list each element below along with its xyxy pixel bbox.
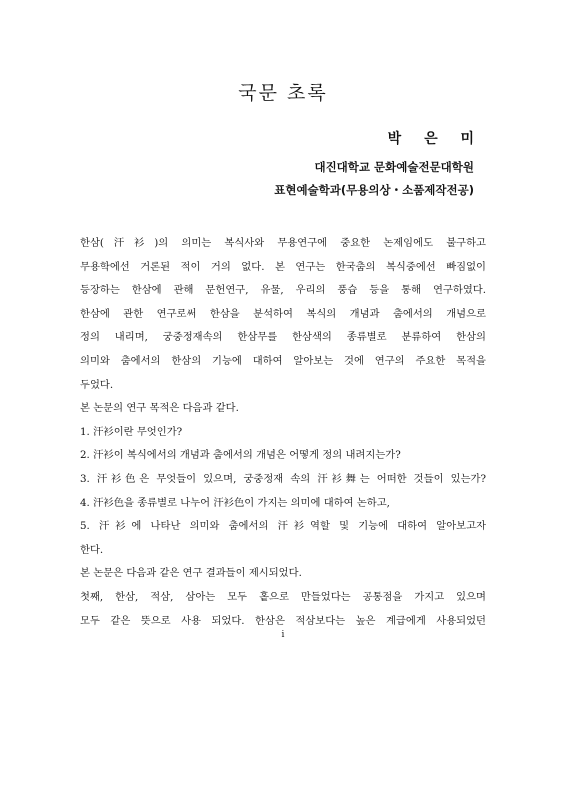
abstract-line: 한다. [80,543,104,556]
page-number: i [281,630,285,640]
abstract-line: 등장하는 한삼에 관해 문헌연구, 유물, 우리의 풍습 등을 통해 연구하였다. [80,284,486,297]
abstract-line: 한삼에 관한 연구로써 한삼을 분석하여 복식의 개념과 춤에서의 개념으로 [80,307,486,320]
abstract-line: 두었다. [80,378,114,391]
affiliation-university: 대진대학교 문화예술전문대학원 [314,160,474,174]
abstract-line: 1. 汗衫이란 무엇인가? [80,425,183,438]
abstract-line: 본 논문은 다음과 같은 연구 결과들이 제시되었다. [80,567,302,580]
affiliation-department: 표현예술학과(무용의상・소품제작전공) [274,183,474,197]
abstract-line: 5. 汗衫에 나타난 의미와 춤에서의 汗衫역할 및 기능에 대하여 알아보고자 [80,520,486,533]
abstract-body [80,232,486,633]
abstract-line: 3. 汗衫色은 무엇들이 있으며, 궁중정재 속의 汗衫舞는 어떠한 것들이 있는가? [80,472,486,485]
abstract-line: 본 논문의 연구 목적은 다음과 같다. [80,402,239,415]
author-block [274,128,483,202]
abstract-line: 정의 내리며, 궁중정재속의 한삼무를 한삼색의 종류별로 분류하여 한삼의 [80,331,486,344]
abstract-line: 의미와 춤에서의 한삼의 기능에 대하여 알아보는 것에 연구의 주요한 목적을 [80,354,486,367]
page-title: 국문 초록 [238,82,328,104]
abstract-line: 2. 汗衫이 복식에서의 개념과 춤에서의 개념은 어떻게 정의 내려지는가? [80,449,401,462]
author-name: 박 은 미 [387,131,483,147]
abstract-line: 4. 汗衫色을 종류별로 나누어 汗衫色이 가지는 의미에 대하여 논하고, [80,496,390,509]
abstract-line: 한삼(汗衫)의 의미는 복식사와 무용연구에 중요한 논제임에도 불구하고 [80,237,486,249]
abstract-line: 무용학에선 거론된 적이 거의 없다. 본 연구는 한국춤의 복식중에선 빠짐없이 [80,260,486,273]
abstract-line: 첫째, 한삼, 적삼, 삼아는 모두 홑으로 만들었다는 공통점을 가지고 있으며 [80,590,486,603]
abstract-line: 모두 같은 뜻으로 사용 되었다. 한삼은 적삼보다는 높은 계급에게 사용되었던 [80,614,486,627]
